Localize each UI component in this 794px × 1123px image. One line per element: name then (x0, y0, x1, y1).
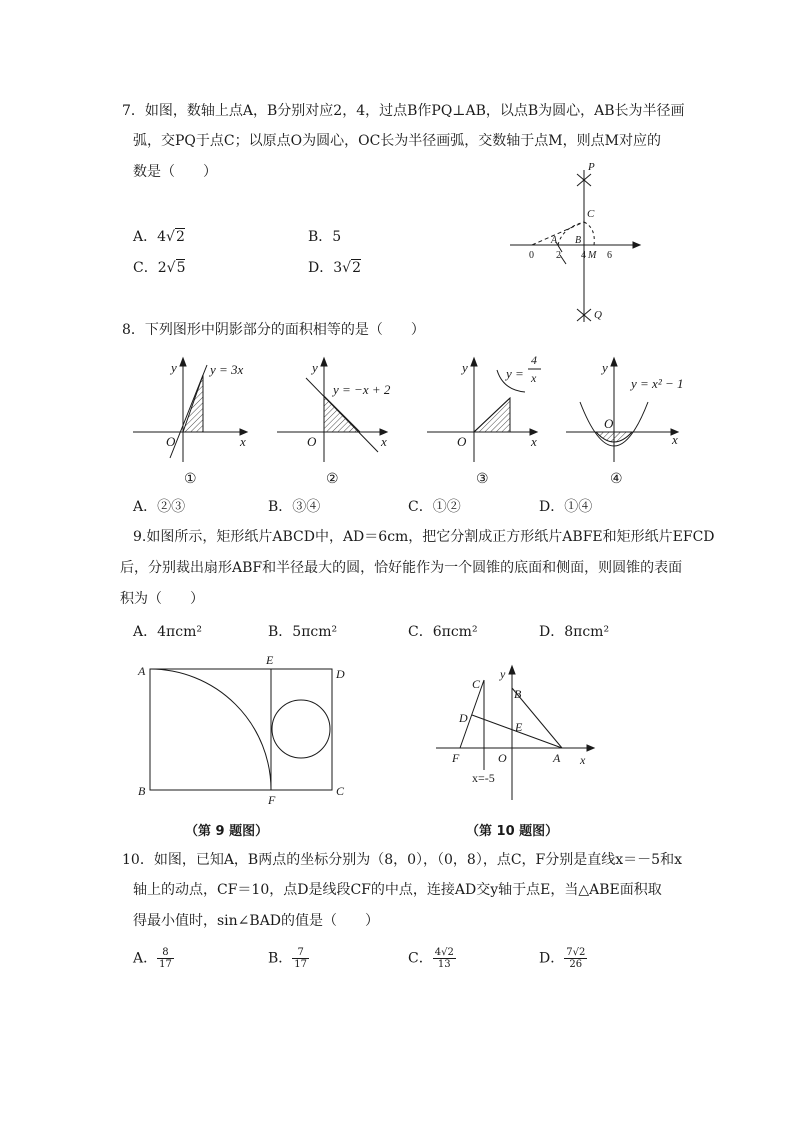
label-d: D (459, 711, 468, 725)
option-text: 8πcm² (564, 624, 610, 640)
option-label: C． (408, 624, 433, 640)
tick-0: 0 (529, 250, 534, 261)
label-b: B (575, 235, 582, 246)
label-d: D (336, 667, 345, 681)
option-text: 4πcm² (157, 624, 202, 640)
q7-line3: 数是（ ） (133, 164, 217, 180)
option-text: ②③ (157, 499, 186, 515)
option-radicand: 2 (175, 229, 185, 245)
label-e: E (266, 653, 274, 667)
q10-option-d[interactable] (539, 947, 587, 970)
option-coef: 2 (157, 260, 167, 276)
label-c: C (587, 208, 595, 220)
numerator: 4√2 (434, 947, 454, 958)
tick-2: 2 (556, 250, 561, 261)
q7-option-c[interactable]: C．2√5 (133, 260, 186, 276)
tick-6: 6 (607, 250, 612, 261)
option-label: C． (133, 260, 158, 276)
x-label: x (672, 432, 678, 447)
equation-numerator: 4 (531, 353, 537, 367)
label-m: M (588, 250, 597, 261)
origin-label: O (604, 416, 614, 431)
q10-option-a[interactable] (133, 947, 174, 970)
q8-line1: 8．下列图形中阴影部分的面积相等的是（ ） (122, 322, 425, 338)
denominator: 17 (294, 959, 308, 970)
option-label: C． (408, 499, 433, 515)
label-q: Q (594, 309, 602, 321)
option-radicand: 2 (352, 260, 361, 276)
option-label: D． (539, 624, 565, 640)
option-text: ③④ (292, 499, 321, 515)
fraction (157, 947, 174, 970)
y-label: y (602, 360, 608, 375)
graph-number: ① (184, 472, 197, 487)
numerator: 8 (157, 947, 174, 959)
fraction (433, 947, 456, 970)
q10-caption: （第 10 题图） (466, 824, 559, 839)
label-p: P (588, 161, 595, 173)
equation-denominator: x (531, 371, 537, 385)
option-label: A． (133, 229, 158, 245)
option-text: 6πcm² (432, 624, 478, 640)
x-label: x (580, 753, 586, 767)
fraction (292, 947, 309, 970)
origin-label: O (307, 434, 317, 449)
y-label: y (500, 667, 506, 681)
option-label: B． (268, 624, 293, 640)
line-label: x=-5 (472, 771, 495, 785)
graph-number: ② (326, 472, 339, 487)
tick-4: 4 (581, 250, 586, 261)
numerator: 7 (292, 947, 309, 959)
q7-line1: 7．如图，数轴上点A，B分别对应2，4，过点B作PQ⊥AB，以点B为圆心，AB长为半径画 (122, 103, 685, 119)
origin-label: O (166, 434, 176, 449)
y-arrow (509, 666, 515, 674)
option-label: A． (133, 950, 158, 967)
x-arrow (587, 745, 594, 751)
y-label: y (171, 360, 177, 375)
label-b: B (514, 687, 522, 701)
label-c: C (472, 677, 481, 691)
label-f: F (452, 751, 460, 765)
option-label: A． (133, 499, 158, 515)
option-text: 5πcm² (292, 624, 338, 640)
label-e: E (515, 720, 523, 734)
q9-caption: （第 9 题图） (185, 824, 269, 839)
label-f: F (268, 793, 276, 807)
option-label: B． (268, 950, 293, 967)
q10-line1: 10．如图，已知A，B两点的坐标分别为（8，0），（0，8），点C，F分别是直线x＝－5和x (122, 852, 682, 868)
q7-line2: 弧，交PQ于点C；以原点O为圆心，OC长为半径画弧，交数轴于点M，则点M对应的 (133, 133, 661, 149)
origin-label: O (457, 434, 467, 449)
q10-option-b[interactable] (268, 947, 309, 970)
fraction (564, 947, 587, 970)
equation: y = x² − 1 (631, 376, 684, 391)
graph-number: ③ (476, 472, 489, 487)
label-c: C (336, 784, 345, 798)
option-label: D． (539, 499, 565, 515)
denominator: 17 (159, 959, 172, 970)
option-coef: 4 (157, 229, 167, 245)
option-label: B． (308, 229, 333, 245)
q9-line3: 积为（ ） (120, 591, 204, 607)
graph-number: ④ (610, 472, 623, 487)
numerator: 7√2 (566, 947, 586, 958)
option-text: ①④ (564, 499, 593, 515)
denominator: 13 (437, 959, 451, 970)
q7-option-d[interactable]: D．3√2 (308, 260, 361, 276)
option-label: D． (539, 950, 565, 967)
option-label: D． (308, 260, 334, 276)
label-b: B (138, 784, 146, 798)
label-o: O (498, 751, 507, 765)
x-label: x (240, 434, 246, 449)
label-a: A (551, 235, 558, 246)
option-label: C． (408, 950, 433, 967)
q7-option-a[interactable]: A．4√2 (133, 229, 185, 245)
x-label: x (381, 434, 387, 449)
q10-line3: 得最小值时，sin∠BAD的值是（ ） (133, 913, 380, 929)
option-label: A． (133, 624, 158, 640)
equation: y = −x + 2 (333, 382, 391, 397)
q10-line2: 轴上的动点，CF＝10，点D是线段CF的中点，连接AD交y轴于点E，当△ABE面积取 (133, 882, 662, 898)
q10-option-c[interactable] (408, 947, 456, 970)
label-a: A (553, 751, 561, 765)
equation-lhs: y = (506, 366, 524, 381)
equation: y = 3x (210, 362, 244, 377)
option-text: 5 (332, 229, 342, 245)
y-label: y (462, 360, 468, 375)
x-label: x (531, 434, 537, 449)
option-coef: 3 (333, 260, 343, 276)
label-a: A (138, 664, 146, 678)
q9-line2: 后，分别裁出扇形ABF和半径最大的圆，恰好能作为一个圆锥的底面和侧面，则圆锥的表面 (120, 560, 683, 576)
q9-line1: 9.如图所示，矩形纸片ABCD中，AD＝6cm，把它分割成正方形纸片ABFE和矩形纸片EFCD (133, 529, 715, 545)
option-text: ①② (432, 499, 461, 515)
y-label: y (312, 360, 318, 375)
denominator: 26 (569, 959, 583, 970)
option-label: B． (268, 499, 293, 515)
option-radicand: 5 (176, 260, 186, 276)
